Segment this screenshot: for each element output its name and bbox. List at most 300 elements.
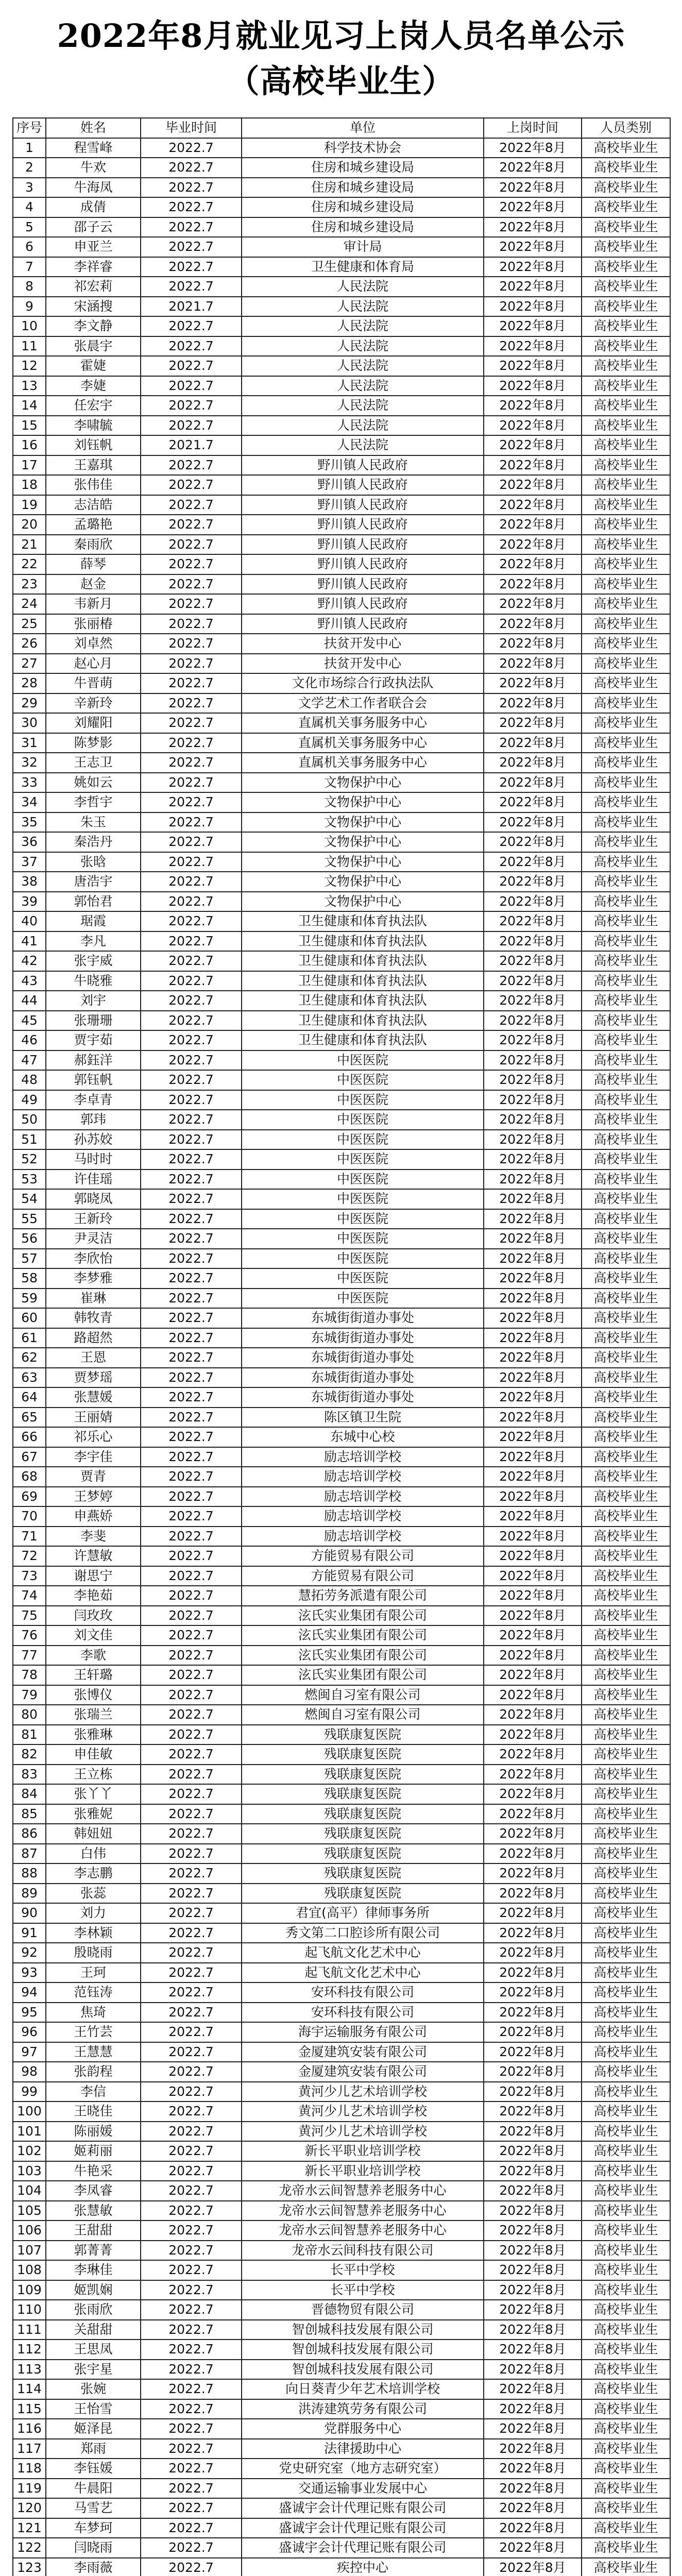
- table-row: [13, 1646, 670, 1666]
- cell-name: 李志鹏: [46, 1863, 141, 1884]
- cell-category: 高校毕业生: [582, 1884, 670, 1904]
- cell-organization: 文物保护中心: [242, 832, 484, 852]
- cell-category: 高校毕业生: [582, 1546, 670, 1566]
- cell-start-time: 2022年8月: [484, 237, 582, 257]
- table-row: [13, 1685, 670, 1705]
- cell-index: 91: [13, 1923, 46, 1943]
- cell-graduation-time: 2022.7: [141, 2320, 242, 2340]
- cell-graduation-time: 2022.7: [141, 2102, 242, 2122]
- table-row: [13, 2558, 670, 2576]
- cell-organization: 智创城科技发展有限公司: [242, 2320, 484, 2340]
- cell-organization: 疾控中心: [242, 2558, 484, 2576]
- cell-name: 张蕊: [46, 1884, 141, 1904]
- cell-start-time: 2022年8月: [484, 1130, 582, 1150]
- cell-name: 王新玲: [46, 1209, 141, 1229]
- table-row: [13, 257, 670, 277]
- cell-graduation-time: 2022.7: [141, 515, 242, 535]
- cell-index: 69: [13, 1487, 46, 1507]
- table-row: [13, 217, 670, 238]
- cell-index: 36: [13, 832, 46, 852]
- cell-organization: 残联康复医院: [242, 1863, 484, 1884]
- cell-index: 15: [13, 416, 46, 436]
- cell-graduation-time: 2022.7: [141, 1249, 242, 1269]
- cell-start-time: 2022年8月: [484, 892, 582, 912]
- cell-category: 高校毕业生: [582, 2260, 670, 2280]
- cell-index: 49: [13, 1090, 46, 1110]
- cell-start-time: 2022年8月: [484, 971, 582, 991]
- cell-start-time: 2022年8月: [484, 2181, 582, 2201]
- table-row: [13, 2360, 670, 2380]
- cell-name: 张慧媛: [46, 1387, 141, 1408]
- cell-name: 马时时: [46, 1149, 141, 1170]
- table-row: [13, 1725, 670, 1745]
- cell-organization: 方能贸易有限公司: [242, 1566, 484, 1586]
- cell-category: 高校毕业生: [582, 2558, 670, 2576]
- cell-start-time: 2022年8月: [484, 2360, 582, 2380]
- cell-name: 张宇星: [46, 2360, 141, 2380]
- cell-start-time: 2022年8月: [484, 2241, 582, 2261]
- cell-name: 郭怡君: [46, 892, 141, 912]
- cell-start-time: 2022年8月: [484, 416, 582, 436]
- cell-organization: 向日葵青少年艺术培训学校: [242, 2379, 484, 2399]
- cell-name: 陈梦影: [46, 733, 141, 753]
- cell-index: 74: [13, 1586, 46, 1606]
- table-row: [13, 2479, 670, 2499]
- cell-category: 高校毕业生: [582, 574, 670, 595]
- cell-name: 闫晓雨: [46, 2538, 141, 2558]
- cell-graduation-time: 2022.7: [141, 634, 242, 654]
- cell-graduation-time: 2022.7: [141, 197, 242, 217]
- table-row: [13, 336, 670, 357]
- cell-category: 高校毕业生: [582, 2379, 670, 2399]
- cell-name: 范钰涛: [46, 1982, 141, 2003]
- cell-name: 贾梦瑶: [46, 1368, 141, 1388]
- table-row: [13, 2122, 670, 2142]
- cell-category: 高校毕业生: [582, 197, 670, 217]
- cell-index: 34: [13, 792, 46, 812]
- cell-index: 83: [13, 1765, 46, 1785]
- cell-graduation-time: 2022.7: [141, 2241, 242, 2261]
- cell-category: 高校毕业生: [582, 1130, 670, 1150]
- cell-start-time: 2022年8月: [484, 1348, 582, 1368]
- cell-name: 李宇佳: [46, 1447, 141, 1467]
- cell-index: 62: [13, 1348, 46, 1368]
- cell-organization: 野川镇人民政府: [242, 594, 484, 614]
- table-row: [13, 515, 670, 535]
- cell-graduation-time: 2022.7: [141, 1824, 242, 1844]
- cell-graduation-time: 2022.7: [141, 2340, 242, 2360]
- cell-organization: 直属机关事务服务中心: [242, 713, 484, 733]
- document-title: 2022年8月就业见习上岗人员名单公示: [57, 17, 625, 55]
- cell-category: 高校毕业生: [582, 1368, 670, 1388]
- cell-start-time: 2022年8月: [484, 753, 582, 773]
- cell-start-time: 2022年8月: [484, 2062, 582, 2082]
- table-row: [13, 376, 670, 396]
- table-row: [13, 2221, 670, 2241]
- cell-graduation-time: 2022.7: [141, 2379, 242, 2399]
- cell-name: 白伟: [46, 1844, 141, 1864]
- cell-organization: 龙帝水云间科技有限公司: [242, 2241, 484, 2261]
- cell-category: 高校毕业生: [582, 713, 670, 733]
- cell-name: 宋涵搜: [46, 297, 141, 317]
- cell-name: 邵子云: [46, 217, 141, 238]
- cell-index: 25: [13, 614, 46, 634]
- cell-name: 霍婕: [46, 356, 141, 376]
- cell-start-time: 2022年8月: [484, 1963, 582, 1983]
- table-row: [13, 951, 670, 971]
- title-block: [12, 0, 670, 117]
- cell-start-time: 2022年8月: [484, 1149, 582, 1170]
- cell-start-time: 2022年8月: [484, 435, 582, 455]
- cell-category: 高校毕业生: [582, 1982, 670, 2003]
- cell-graduation-time: 2022.7: [141, 2360, 242, 2380]
- cell-graduation-time: 2022.7: [141, 1268, 242, 1289]
- cell-category: 高校毕业生: [582, 1408, 670, 1428]
- cell-category: 高校毕业生: [582, 535, 670, 555]
- table-row: [13, 138, 670, 158]
- table-row: [13, 872, 670, 892]
- cell-graduation-time: 2022.7: [141, 812, 242, 833]
- cell-start-time: 2022年8月: [484, 1209, 582, 1229]
- cell-graduation-time: 2022.7: [141, 911, 242, 931]
- cell-name: 韩牧青: [46, 1308, 141, 1328]
- cell-index: 26: [13, 634, 46, 654]
- cell-index: 108: [13, 2260, 46, 2280]
- cell-index: 1: [13, 138, 46, 158]
- cell-graduation-time: 2022.7: [141, 1903, 242, 1923]
- cell-name: 刘力: [46, 1903, 141, 1923]
- cell-name: 李啸毓: [46, 416, 141, 436]
- cell-name: 张博仪: [46, 1685, 141, 1705]
- cell-name: 李斐: [46, 1527, 141, 1547]
- cell-graduation-time: 2022.7: [141, 237, 242, 257]
- cell-graduation-time: 2022.7: [141, 495, 242, 515]
- cell-name: 关甜甜: [46, 2320, 141, 2340]
- cell-graduation-time: 2022.7: [141, 872, 242, 892]
- cell-start-time: 2022年8月: [484, 1665, 582, 1685]
- cell-name: 殷晓雨: [46, 1943, 141, 1963]
- header-organization: 单位: [242, 118, 484, 138]
- cell-name: 王甜甜: [46, 2221, 141, 2241]
- cell-category: 高校毕业生: [582, 396, 670, 416]
- cell-start-time: 2022年8月: [484, 1170, 582, 1190]
- cell-index: 29: [13, 693, 46, 714]
- table-row: [13, 1506, 670, 1527]
- cell-organization: 人民法院: [242, 376, 484, 396]
- cell-organization: 卫生健康和体育执法队: [242, 931, 484, 952]
- cell-index: 61: [13, 1328, 46, 1348]
- cell-name: 张婉: [46, 2379, 141, 2399]
- cell-organization: 励志培训学校: [242, 1527, 484, 1547]
- cell-index: 67: [13, 1447, 46, 1467]
- cell-organization: 法律援助中心: [242, 2439, 484, 2459]
- cell-index: 82: [13, 1744, 46, 1765]
- table-row: [13, 1625, 670, 1646]
- cell-name: 李文静: [46, 316, 141, 336]
- cell-graduation-time: 2022.7: [141, 2161, 242, 2181]
- cell-category: 高校毕业生: [582, 1506, 670, 1527]
- roster-table: [12, 117, 671, 2576]
- cell-graduation-time: 2022.7: [141, 2082, 242, 2102]
- cell-category: 高校毕业生: [582, 2181, 670, 2201]
- cell-index: 44: [13, 991, 46, 1011]
- cell-start-time: 2022年8月: [484, 1070, 582, 1090]
- cell-organization: 励志培训学校: [242, 1447, 484, 1467]
- cell-category: 高校毕业生: [582, 1467, 670, 1487]
- cell-graduation-time: 2022.7: [141, 554, 242, 574]
- cell-graduation-time: 2022.7: [141, 2280, 242, 2300]
- cell-name: 张丫丫: [46, 1784, 141, 1804]
- cell-name: 秦浩丹: [46, 832, 141, 852]
- cell-category: 高校毕业生: [582, 614, 670, 634]
- cell-start-time: 2022年8月: [484, 1625, 582, 1646]
- cell-start-time: 2022年8月: [484, 2280, 582, 2300]
- cell-organization: 残联康复医院: [242, 1844, 484, 1864]
- cell-category: 高校毕业生: [582, 1646, 670, 1666]
- table-row: [13, 1170, 670, 1190]
- cell-category: 高校毕业生: [582, 1744, 670, 1765]
- table-row: [13, 1268, 670, 1289]
- cell-graduation-time: 2022.7: [141, 2498, 242, 2518]
- cell-graduation-time: 2022.7: [141, 1387, 242, 1408]
- cell-category: 高校毕业生: [582, 237, 670, 257]
- cell-organization: 励志培训学校: [242, 1506, 484, 1527]
- cell-start-time: 2022年8月: [484, 2042, 582, 2062]
- cell-index: 60: [13, 1308, 46, 1328]
- cell-organization: 人民法院: [242, 416, 484, 436]
- cell-name: 谢思宁: [46, 1566, 141, 1586]
- table-row: [13, 1348, 670, 1368]
- cell-category: 高校毕业生: [582, 1943, 670, 1963]
- cell-organization: 长平中学校: [242, 2260, 484, 2280]
- cell-index: 87: [13, 1844, 46, 1864]
- cell-organization: 野川镇人民政府: [242, 574, 484, 595]
- cell-category: 高校毕业生: [582, 2320, 670, 2340]
- cell-category: 高校毕业生: [582, 2003, 670, 2023]
- cell-graduation-time: 2022.7: [141, 713, 242, 733]
- cell-category: 高校毕业生: [582, 1427, 670, 1447]
- cell-category: 高校毕业生: [582, 2221, 670, 2241]
- cell-graduation-time: 2022.7: [141, 2260, 242, 2280]
- cell-start-time: 2022年8月: [484, 2340, 582, 2360]
- cell-start-time: 2022年8月: [484, 1249, 582, 1269]
- header-start-time: 上岗时间: [484, 118, 582, 138]
- cell-name: 牛艳采: [46, 2161, 141, 2181]
- table-row: [13, 2340, 670, 2360]
- cell-graduation-time: 2022.7: [141, 991, 242, 1011]
- table-row: [13, 753, 670, 773]
- cell-index: 119: [13, 2479, 46, 2499]
- cell-organization: 党群服务中心: [242, 2419, 484, 2439]
- cell-category: 高校毕业生: [582, 2280, 670, 2300]
- cell-graduation-time: 2022.7: [141, 1011, 242, 1031]
- cell-name: 郝鈺洋: [46, 1050, 141, 1071]
- cell-organization: 中医医院: [242, 1090, 484, 1110]
- cell-organization: 君宜(高平）律师事务所: [242, 1903, 484, 1923]
- table-row: [13, 1070, 670, 1090]
- cell-organization: 中医医院: [242, 1289, 484, 1309]
- cell-start-time: 2022年8月: [484, 713, 582, 733]
- cell-start-time: 2022年8月: [484, 2201, 582, 2221]
- cell-start-time: 2022年8月: [484, 1467, 582, 1487]
- cell-organization: 东城街街道办事处: [242, 1328, 484, 1348]
- cell-index: 111: [13, 2320, 46, 2340]
- cell-category: 高校毕业生: [582, 951, 670, 971]
- table-row: [13, 634, 670, 654]
- cell-graduation-time: 2022.7: [141, 1308, 242, 1328]
- cell-index: 117: [13, 2439, 46, 2459]
- cell-start-time: 2022年8月: [484, 1744, 582, 1765]
- cell-name: 许佳瑶: [46, 1170, 141, 1190]
- cell-start-time: 2022年8月: [484, 1408, 582, 1428]
- table-row: [13, 1308, 670, 1328]
- cell-organization: 方能贸易有限公司: [242, 1546, 484, 1566]
- cell-start-time: 2022年8月: [484, 1804, 582, 1824]
- cell-category: 高校毕业生: [582, 931, 670, 952]
- table-row: [13, 2201, 670, 2221]
- cell-name: 牛欢: [46, 158, 141, 178]
- cell-category: 高校毕业生: [582, 2399, 670, 2419]
- cell-name: 任宏宇: [46, 396, 141, 416]
- cell-category: 高校毕业生: [582, 852, 670, 872]
- cell-name: 王恩: [46, 1348, 141, 1368]
- table-row: [13, 2022, 670, 2042]
- cell-start-time: 2022年8月: [484, 812, 582, 833]
- cell-index: 58: [13, 1268, 46, 1289]
- cell-index: 55: [13, 1209, 46, 1229]
- cell-index: 113: [13, 2360, 46, 2380]
- cell-start-time: 2022年8月: [484, 297, 582, 317]
- cell-organization: 中医医院: [242, 1050, 484, 1071]
- cell-category: 高校毕业生: [582, 2419, 670, 2439]
- cell-organization: 龙帝水云间智慧养老服务中心: [242, 2221, 484, 2241]
- cell-category: 高校毕业生: [582, 1784, 670, 1804]
- cell-organization: 残联康复医院: [242, 1744, 484, 1765]
- cell-name: 马雪艺: [46, 2498, 141, 2518]
- cell-organization: 卫生健康和体育执法队: [242, 1011, 484, 1031]
- cell-organization: 中医医院: [242, 1268, 484, 1289]
- cell-graduation-time: 2022.7: [141, 2558, 242, 2576]
- cell-category: 高校毕业生: [582, 336, 670, 357]
- cell-category: 高校毕业生: [582, 2459, 670, 2479]
- cell-name: 祁宏莉: [46, 277, 141, 297]
- cell-index: 109: [13, 2280, 46, 2300]
- cell-organization: 党史研究室（地方志研究室）: [242, 2459, 484, 2479]
- cell-name: 王晓佳: [46, 2102, 141, 2122]
- cell-category: 高校毕业生: [582, 1665, 670, 1685]
- cell-name: 郭晓凤: [46, 1189, 141, 1209]
- cell-organization: 文物保护中心: [242, 872, 484, 892]
- table-row: [13, 971, 670, 991]
- cell-name: 郑雨: [46, 2439, 141, 2459]
- cell-graduation-time: 2022.7: [141, 2122, 242, 2142]
- cell-index: 121: [13, 2518, 46, 2538]
- cell-graduation-time: 2022.7: [141, 316, 242, 336]
- cell-name: 王志卫: [46, 753, 141, 773]
- cell-name: 王怡雪: [46, 2399, 141, 2419]
- cell-category: 高校毕业生: [582, 733, 670, 753]
- table-row: [13, 2459, 670, 2479]
- cell-name: 张瑞兰: [46, 1705, 141, 1725]
- table-row: [13, 1586, 670, 1606]
- cell-start-time: 2022年8月: [484, 2082, 582, 2102]
- cell-start-time: 2022年8月: [484, 535, 582, 555]
- cell-name: 贾青: [46, 1467, 141, 1487]
- table-row: [13, 178, 670, 198]
- cell-name: 李卓青: [46, 1090, 141, 1110]
- cell-index: 90: [13, 1903, 46, 1923]
- table-row: [13, 1943, 670, 1963]
- cell-category: 高校毕业生: [582, 2538, 670, 2558]
- cell-category: 高校毕业生: [582, 693, 670, 714]
- cell-graduation-time: 2022.7: [141, 1884, 242, 1904]
- table-row: [13, 1884, 670, 1904]
- cell-organization: 人民法院: [242, 336, 484, 357]
- cell-name: 闫玫玫: [46, 1606, 141, 1626]
- cell-start-time: 2022年8月: [484, 2300, 582, 2320]
- cell-index: 101: [13, 2122, 46, 2142]
- cell-name: 王梦婷: [46, 1487, 141, 1507]
- cell-organization: 科学技术协会: [242, 138, 484, 158]
- cell-start-time: 2022年8月: [484, 1308, 582, 1328]
- cell-index: 76: [13, 1625, 46, 1646]
- cell-name: 李歌: [46, 1646, 141, 1666]
- cell-index: 96: [13, 2022, 46, 2042]
- table-row: [13, 1765, 670, 1785]
- cell-organization: 黄河少儿艺术培训学校: [242, 2122, 484, 2142]
- table-row: [13, 1903, 670, 1923]
- cell-category: 高校毕业生: [582, 654, 670, 674]
- cell-name: 琚霞: [46, 911, 141, 931]
- cell-name: 王嘉琪: [46, 455, 141, 476]
- cell-category: 高校毕业生: [582, 1804, 670, 1824]
- table-row: [13, 2181, 670, 2201]
- cell-category: 高校毕业生: [582, 138, 670, 158]
- cell-category: 高校毕业生: [582, 1844, 670, 1864]
- cell-name: 刘耀阳: [46, 713, 141, 733]
- table-row: [13, 1110, 670, 1130]
- cell-index: 22: [13, 554, 46, 574]
- table-row: [13, 654, 670, 674]
- cell-name: 李雨薇: [46, 2558, 141, 2576]
- table-row: [13, 574, 670, 595]
- cell-category: 高校毕业生: [582, 971, 670, 991]
- table-row: [13, 1527, 670, 1547]
- cell-category: 高校毕业生: [582, 1209, 670, 1229]
- cell-graduation-time: 2022.7: [141, 1130, 242, 1150]
- cell-name: 张晗: [46, 852, 141, 872]
- cell-name: 刘宇: [46, 991, 141, 1011]
- cell-graduation-time: 2022.7: [141, 1863, 242, 1884]
- cell-graduation-time: 2022.7: [141, 1963, 242, 1983]
- cell-name: 姬凯娴: [46, 2280, 141, 2300]
- cell-name: 张雨欣: [46, 2300, 141, 2320]
- table-row: [13, 1863, 670, 1884]
- cell-category: 高校毕业生: [582, 2122, 670, 2142]
- cell-start-time: 2022年8月: [484, 1765, 582, 1785]
- cell-index: 38: [13, 872, 46, 892]
- table-row: [13, 1209, 670, 1229]
- cell-start-time: 2022年8月: [484, 316, 582, 336]
- cell-graduation-time: 2022.7: [141, 1110, 242, 1130]
- cell-graduation-time: 2022.7: [141, 1923, 242, 1943]
- cell-organization: 直属机关事务服务中心: [242, 753, 484, 773]
- table-row: [13, 1804, 670, 1824]
- cell-category: 高校毕业生: [582, 1050, 670, 1071]
- cell-category: 高校毕业生: [582, 2518, 670, 2538]
- cell-organization: 东城中心校: [242, 1427, 484, 1447]
- cell-index: 80: [13, 1705, 46, 1725]
